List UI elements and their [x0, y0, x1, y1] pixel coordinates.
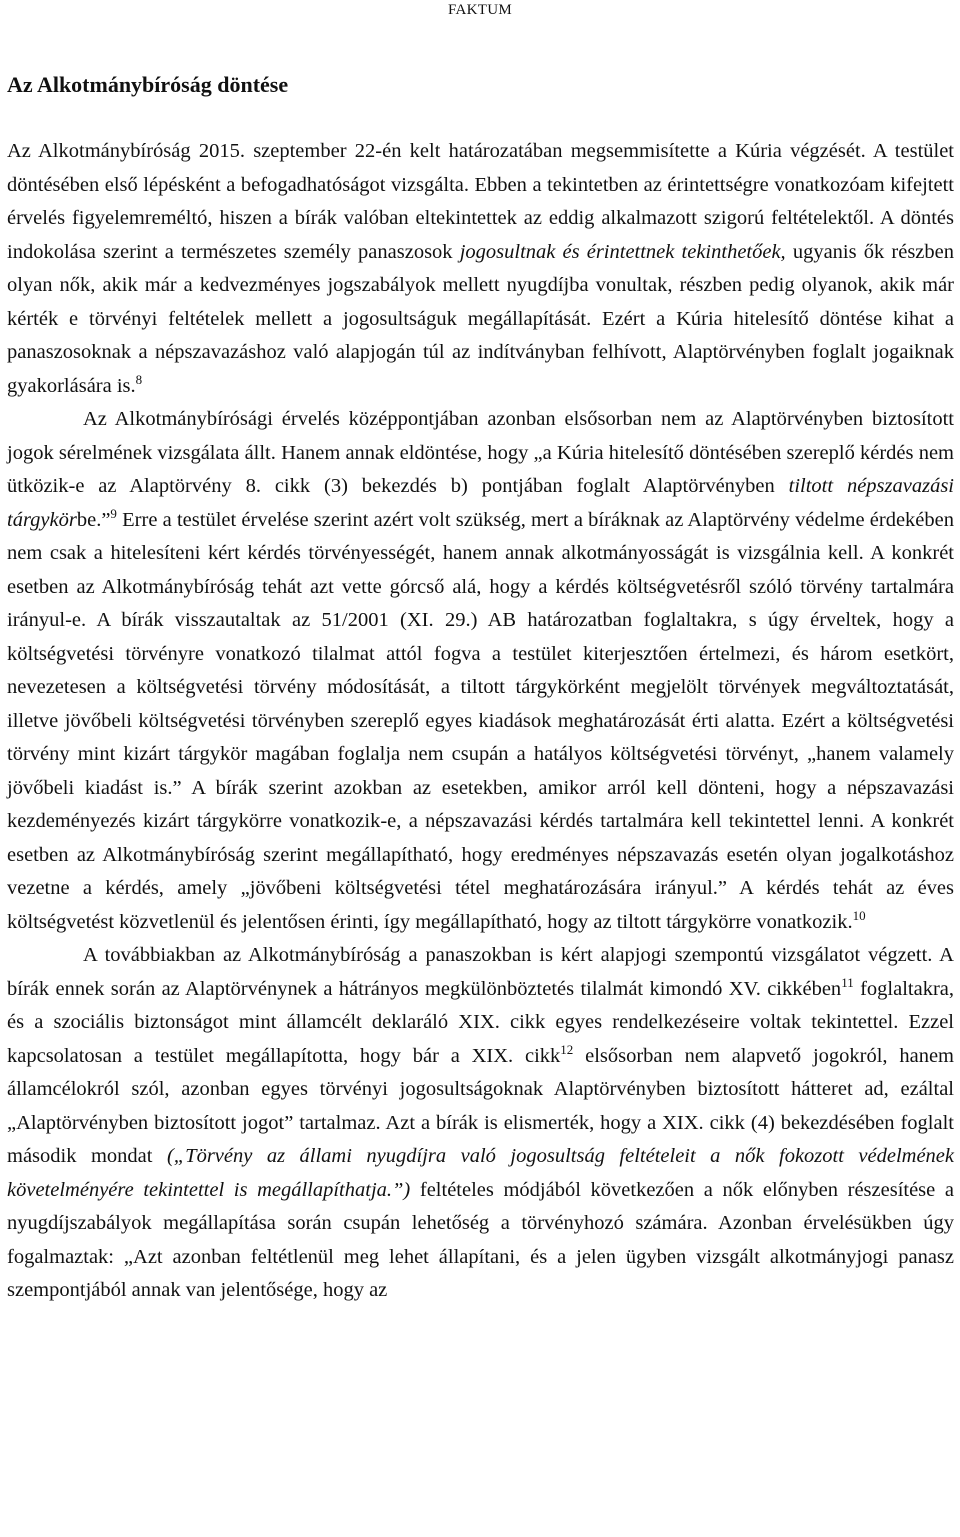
footnote-ref-8[interactable]: 8: [135, 371, 143, 387]
footnote-ref-12[interactable]: 12: [560, 1041, 574, 1057]
paragraph-text: ugyanis ők részben olyan nők, akik már a kedvezményes jogszabályok mellett nyugdíjba vonultak, részben pedig olyanok, akik már kérték e törvényi feltételek mellett a jogosultságuk megállapítását. Ezért a Kúria hitelesítő döntése kihat a panaszosoknak a népszavazáshoz való alapjogán túl az indítványban felhívott, Alaptörvényben foglalt jogaiknak gyakorlására is.: [7, 240, 954, 397]
paragraph-text: Erre a testület érvelése szerint azért volt szükség, mert a bíráknak az Alaptörvény védelme érdekében nem csak a hitelesíteni kért kérdés törvényességét, hanem annak alkotmányosságát is vizsgálnia kell. A konkrét esetben az Alkotmánybíróság tehát azt vette górcső alá, hogy a kérdés költségvetésről szóló törvény tartalmára irányul-e. A bírák visszautaltak az 51/2001 (XI. 29.) AB határozatban foglaltakra, s úgy érveltek, hogy a költségvetési törvényre vonatkozó tilalmat attól fogva a testület kiterjesztően értelmezi, és három esetkört, nevezetesen a költségvetési törvény módosítását, a tiltott tárgykörként megjelölt törvények megváltoztatását, illetve jövőbeli költségvetési törvényben szereplő egyes kiadások meghatározását érti alatta. Ezért a költségvetési törvény mint kizárt tárgykör magában foglalja nem csupán a hatályos költségvetési törvényt, „hanem valamely jövőbeli kiadást is.” A bírák szerint azokban az esetekben, amikor arról kell dönteni, hogy a népszavazási kezdeményezés kizárt tárgykörre vonatkozik-e, a népszavazási kérdés tartalmára kell tekintettel lenni. A konkrét esetben az Alkotmánybíróság szerint megállapítható, hogy eredményes népszavazás esetén olyan jogalkotáshoz vezetne a kérdés, amely „jövőbeni költségvetési tétel meghatározására irányul.” A kérdés tehát az éves költségvetést közvetlenül és jelentősen érinti, így megállapítható, hogy az tiltott tárgykörre vonatkozik.: [7, 508, 954, 933]
italic-phrase: jogosultnak és érintettnek tekinthetőek,: [459, 240, 786, 263]
header-label: FAKTUM: [447, 2, 513, 18]
paragraph-text: elsősorban nem alapvető jogokról, hanem államcélokról szól, azonban egyes törvényi jogosultságoknak Alaptörvényben biztosított hátteret ad, ezáltal „Alaptörvényben biztosított jogot” tartalmaz. Azt a bírák is elismerték, hogy a XIX. cikk (4) bekezdésében foglalt második mondat: [7, 1044, 954, 1167]
paragraph-text: feltételes módjából következően a nők előnyben részesítése a nyugdíjszabályok megállapítása során csupán lehetőség a törvényhozó számára. Azonban érvelésükben úgy fogalmaztak: „Azt azonban feltétlenül meg lehet állapítani, és a jelen ügyben vizsgált alkotmányjogi panasz szempontjából annak van jelentősége, hogy az: [7, 1178, 954, 1301]
footnote-ref-10[interactable]: 10: [852, 907, 866, 923]
paragraph-text: foglaltakra, és a szociális biztonságot mint államcélt deklaráló XIX. cikk egyes rendelkezéseire voltak tekintettel. Ezzel kapcsolatosan a testület megállapította, hogy bár a XIX. cikk: [7, 977, 954, 1067]
paragraph-3: [7, 939, 954, 1308]
running-header: [0, 2, 960, 19]
paragraph-text: be.”: [76, 508, 111, 531]
italic-phrase: tiltott népszavazási tárgykör: [7, 475, 954, 531]
paragraph-text: Az Alkotmánybíróság 2015. szeptember 22-én kelt határozatában megsemmisítette a Kúria végzését. A testület döntésében első lépésként a befogadhatóságot vizsgálta. Ebben a tekintetben az érintettségre vonatkozóam kifejtett érvelés figyelemreméltó, hiszen a bírák valóban eltekintettek az eddig alkalmazott szigorú feltételektől. A döntés indokolása szerint a természetes személy panaszosok: [7, 140, 954, 263]
paragraph-text: Az Alkotmánybírósági érvelés középpontjában azonban elsősorban nem az Alaptörvényben biztosított jogok sérelmének vizsgálata állt. Hanem annak eldöntése, hogy „a Kúria hitelesítő döntésében szereplő kérdés nem ütközik-e az Alaptörvény 8. cikk (3) bekezdés b) pontjában foglalt Alaptörvényben: [7, 408, 954, 497]
italic-quote: („Törvény az állami nyugdíjra való jogosultság feltételeit a nők fokozott védelmének követelményére tekintettel is megállapíthatja.”): [7, 1145, 954, 1201]
paragraph-text: A továbbiakban az Alkotmánybíróság a panaszokban is kért alapjogi szempontú vizsgálatot végzett. A bírák ennek során az Alaptörvénynek a hátrányos megkülönböztetés tilalmát kimondó XV. cikkében: [7, 944, 954, 1000]
footnote-ref-11[interactable]: 11: [841, 974, 854, 990]
paragraph-2: [7, 403, 954, 939]
article-body: [7, 135, 954, 1308]
section-title: Az Alkotmánybíróság döntése: [7, 72, 289, 97]
footnote-ref-9[interactable]: 9: [110, 505, 117, 521]
paragraph-1: [7, 135, 954, 403]
